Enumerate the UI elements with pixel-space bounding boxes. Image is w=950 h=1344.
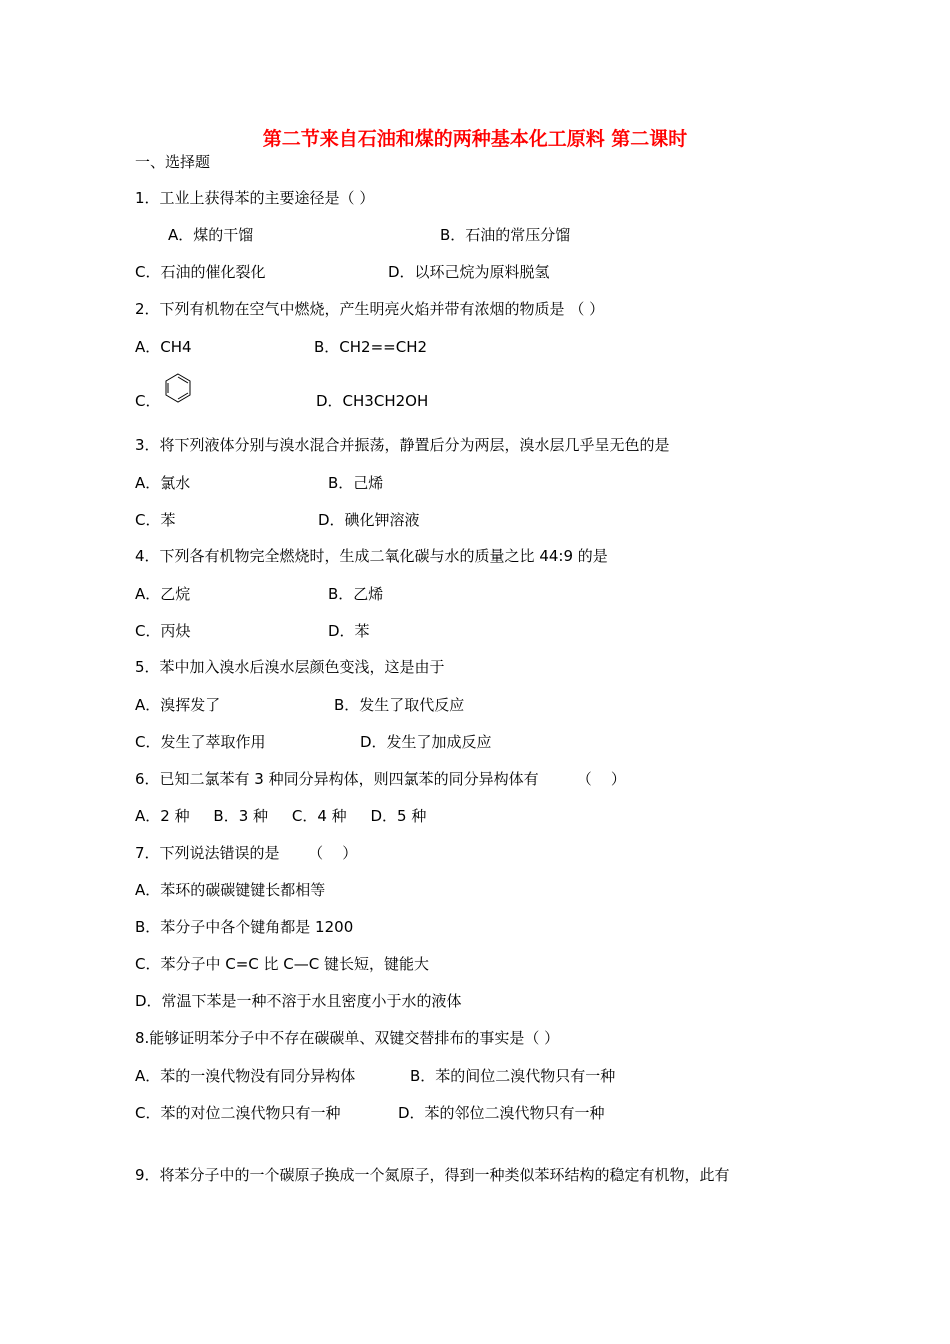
question-3-option-b: B．己烯 xyxy=(328,474,384,492)
question-3-stem: 3．将下列液体分别与溴水混合并振荡，静置后分为两层，溴水层几乎呈无色的是 xyxy=(135,436,670,454)
question-8-option-c: C．苯的对位二溴代物只有一种 xyxy=(135,1104,341,1122)
question-3-options-row-2 xyxy=(135,510,835,530)
question-4-option-b: B．乙烯 xyxy=(328,585,384,603)
page-title: 第二节来自石油和煤的两种基本化工原料 第二课时 xyxy=(262,128,688,150)
question-6-options: A．2 种 B．3 种 C．4 种 D．5 种 xyxy=(135,807,427,825)
question-6-stem: 6．已知二氯苯有 3 种同分异构体，则四氯苯的同分异构体有 （ ） xyxy=(135,770,626,788)
question-8-option-a: A．苯的一溴代物没有同分异构体 xyxy=(135,1067,356,1085)
question-3-option-c: C．苯 xyxy=(135,511,176,529)
question-3-option-d: D．碘化钾溶液 xyxy=(318,511,420,529)
question-5-option-d: D．发生了加成反应 xyxy=(360,733,492,751)
question-2-option-c: C． xyxy=(135,392,161,410)
question-7-option-c: C．苯分子中 C=C 比 C—C 键长短，键能大 xyxy=(135,955,430,973)
question-5-options-row-2 xyxy=(135,732,835,752)
question-4-options-row-2 xyxy=(135,621,835,641)
question-7-option-a: A．苯环的碳碳键键长都相等 xyxy=(135,881,326,899)
question-7-stem: 7．下列说法错误的是 （ ） xyxy=(135,844,358,862)
question-1-option-a: A．煤的干馏 xyxy=(168,226,254,244)
question-8-options-row-2 xyxy=(135,1103,835,1123)
question-1-option-c: C．石油的催化裂化 xyxy=(135,263,266,281)
question-2-stem: 2．下列有机物在空气中燃烧，产生明亮火焰并带有浓烟的物质是 （ ） xyxy=(135,300,605,318)
question-4-options-row-1 xyxy=(135,584,835,604)
question-1-options-row-2 xyxy=(135,262,835,282)
question-3-options-row-1 xyxy=(135,473,835,493)
question-7-option-d: D．常温下苯是一种不溶于水且密度小于水的液体 xyxy=(135,992,462,1010)
question-5-option-a: A．溴挥发了 xyxy=(135,696,221,714)
question-8-option-b: B．苯的间位二溴代物只有一种 xyxy=(410,1067,616,1085)
question-8-stem: 8.能够证明苯分子中不存在碳碳单、双键交替排布的事实是（ ） xyxy=(135,1029,560,1047)
question-2-options-row-2 xyxy=(135,391,835,411)
question-5-options-row-1 xyxy=(135,695,835,715)
question-2-option-d: D．CH3CH2OH xyxy=(316,392,429,410)
question-5-option-b: B．发生了取代反应 xyxy=(334,696,465,714)
question-1-stem: 1．工业上获得苯的主要途径是（ ） xyxy=(135,189,375,207)
question-4-stem: 4．下列各有机物完全燃烧时，生成二氧化碳与水的质量之比 44:9 的是 xyxy=(135,547,608,565)
question-1-options-row-1 xyxy=(135,225,835,245)
benzene-ring-icon xyxy=(163,372,193,404)
question-8-option-d: D．苯的邻位二溴代物只有一种 xyxy=(398,1104,605,1122)
question-2-option-b: B．CH2==CH2 xyxy=(314,338,428,356)
question-1-option-d: D．以环己烷为原料脱氢 xyxy=(388,263,550,281)
question-4-option-c: C．丙炔 xyxy=(135,622,191,640)
question-8-options-row-1 xyxy=(135,1066,835,1086)
question-3-option-a: A．氯水 xyxy=(135,474,191,492)
question-4-option-a: A．乙烷 xyxy=(135,585,191,603)
question-5-option-c: C．发生了萃取作用 xyxy=(135,733,266,751)
question-1-option-b: B．石油的常压分馏 xyxy=(440,226,571,244)
question-4-option-d: D．苯 xyxy=(328,622,370,640)
question-7-option-b: B．苯分子中各个键角都是 1200 xyxy=(135,918,354,936)
question-9-stem: 9．将苯分子中的一个碳原子换成一个氮原子，得到一种类似苯环结构的稳定有机物，此有 xyxy=(135,1166,730,1184)
question-5-stem: 5．苯中加入溴水后溴水层颜色变浅，这是由于 xyxy=(135,658,445,676)
question-2-options-row-1 xyxy=(135,337,835,357)
section-heading: 一、选择题 xyxy=(135,153,211,171)
question-2-option-a: A．CH4 xyxy=(135,338,192,356)
